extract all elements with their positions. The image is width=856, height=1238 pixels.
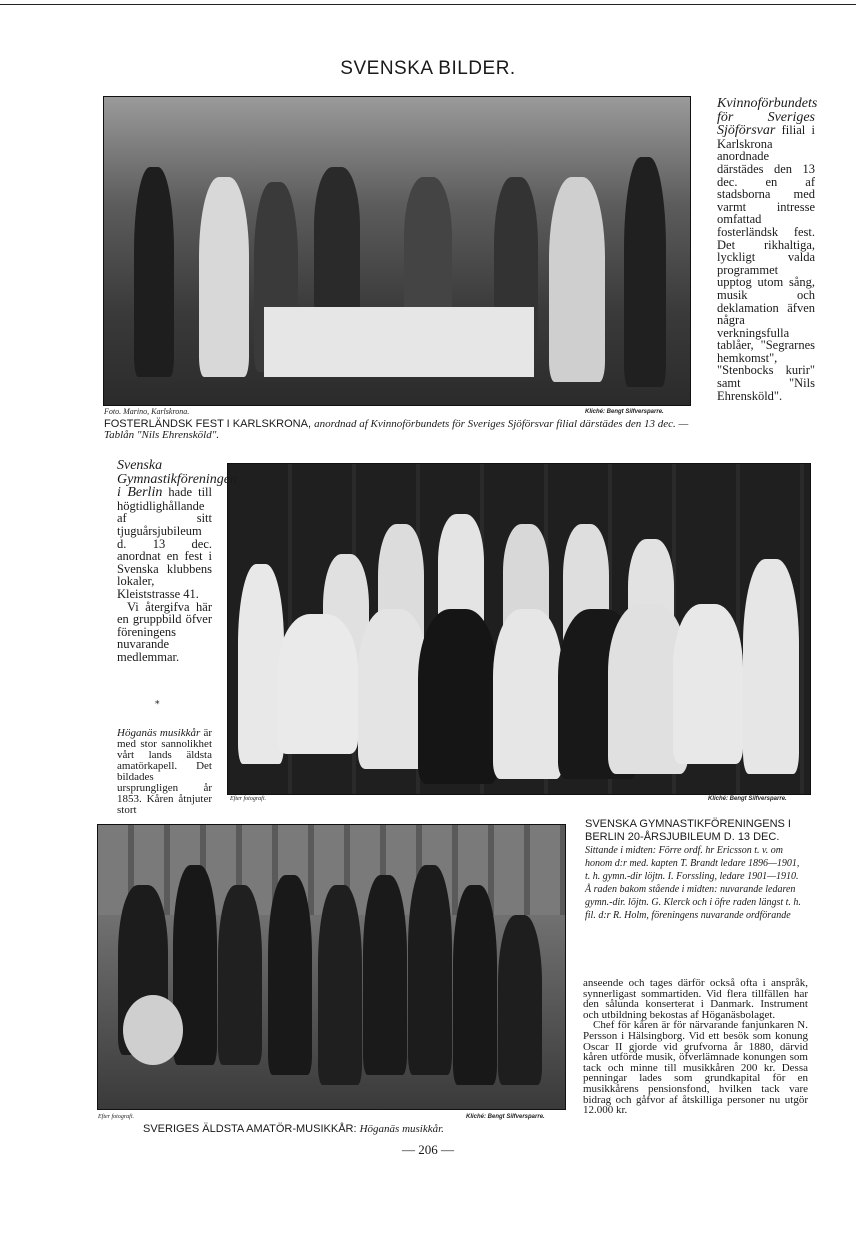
caption-lead: SVERIGES ÄLDSTA AMATÖR-MUSIKKÅR: — [143, 1123, 357, 1135]
caption-lead: FOSTERLÄNDSK FEST I KARLSKRONA, — [104, 418, 312, 430]
top-rule — [0, 4, 856, 5]
caption-text: Sittande i midten: Förre ordf. hr Ericsson t. v. om honom d:r med. kapten T. Brandt ledare 1896—1901, t. h. gymn.-dir löjtn. I. Forssling, ledare 1901—1910. Å raden bakom stående i midten: nuvarande ledaren gymn.-dir. löjtn. G. Klerck och i öfre raden längst t. h. fil. d:r R. Holm, föreningens nuvarande ordförande — [585, 845, 801, 921]
page-number: — 206 — — [402, 1142, 454, 1157]
figure-caption — [585, 818, 807, 922]
article-gymnastikforeningen — [117, 458, 238, 664]
cliche-credit: Kliché: Bengt Silfversparre. — [466, 1114, 545, 1120]
figure-caption — [143, 1124, 573, 1135]
figure-caption — [104, 419, 704, 441]
section-divider-star: * — [155, 700, 160, 710]
photo-credit: Efter fotografi. — [230, 796, 266, 802]
caption-text: Höganäs musikkår. — [359, 1123, 444, 1135]
article-kvinnoforbundet — [717, 96, 818, 403]
photo-credit: Efter fotografi. — [98, 1114, 134, 1120]
page-header: SVENSKA BILDER. — [340, 58, 516, 79]
caption-lead: SVENSKA GYMNASTIKFÖRENINGENS I BERLIN 20-ÅRSJUBILEUM D. 13 DEC. — [585, 818, 791, 843]
article-lead: Höganäs musikkår — [117, 727, 201, 739]
article-body-p2: Vi återgifva här en gruppbild öfver föreningens nuvarande medlemmar. — [117, 599, 212, 664]
photo-hoganas-musikkar — [97, 824, 566, 1110]
article-hoganas-continued — [583, 978, 808, 1116]
article-body: filial i Karlskrona anordnade därstädes den 13 dec. en af stadsborna med varmt intresse omfattad fosterländsk fest. Det rikhaltiga, lyckligt valda programmet upptog utom sång, musik och deklamation äfven några verkningsfulla tablåer, "Segrarnes hemkomst", "Stenbocks kurir" samt "Nils Ehrensköld". — [717, 123, 816, 403]
photo-credit: Foto. Marino, Karlskrona. — [104, 407, 190, 416]
photo-gymnastikforeningen — [227, 463, 811, 795]
article-body: hade till högtidlighållande af sitt tjuguårsjubileum d. 13 dec. anordnat en fest i Svenska klubbens lokaler, Kleiststrasse 41. — [117, 485, 212, 601]
article-body-p1: anseende och tages därför också ofta i anspråk, synnerligast sommartiden. Vid flera tillfällen har den sålunda konserterat i Danmark. Instrument och utbildning bekostas af Höganäsbolaget. — [583, 977, 808, 1021]
article-lead: Svenska Gymnastikföreningen i Berlin — [117, 458, 238, 501]
article-hoganas — [117, 728, 212, 816]
photo-fosterlandsk-fest — [103, 96, 691, 406]
article-body: är med stor sannolikhet vårt lands äldsta amatörkapell. Det bildades ursprungligen år 1853. Kåren åtnjuter stort — [117, 727, 212, 816]
cliche-credit: Kliché: Bengt Silfversparre. — [708, 796, 787, 802]
article-body-p2: Chef för kåren är för närvarande fanjunkaren N. Persson i Hälsingborg. Vid ett besök som konung Oscar II gjorde vid grufvorna år 1880, därvid kåren utförde musik, öfverlämnade konungen som tack och minne till musikkåren 200 kr. Dessa penningar lades som grundkapital för en musikkårens pensionsfond, hvilken tack vare bidrag och gåfvor af åtskilliga personer nu utgör 12.000 kr. — [583, 1019, 808, 1117]
article-lead: Kvinnoförbundets för Sveriges Sjöförsvar — [717, 96, 818, 139]
cliche-credit: Kliché: Bengt Silfversparre. — [585, 409, 664, 415]
caption-text: anordnad af Kvinnoförbundets för Sveriges Sjöförsvar filial därstädes den 13 dec. — Tablån "Nils Ehrensköld". — [104, 418, 689, 441]
